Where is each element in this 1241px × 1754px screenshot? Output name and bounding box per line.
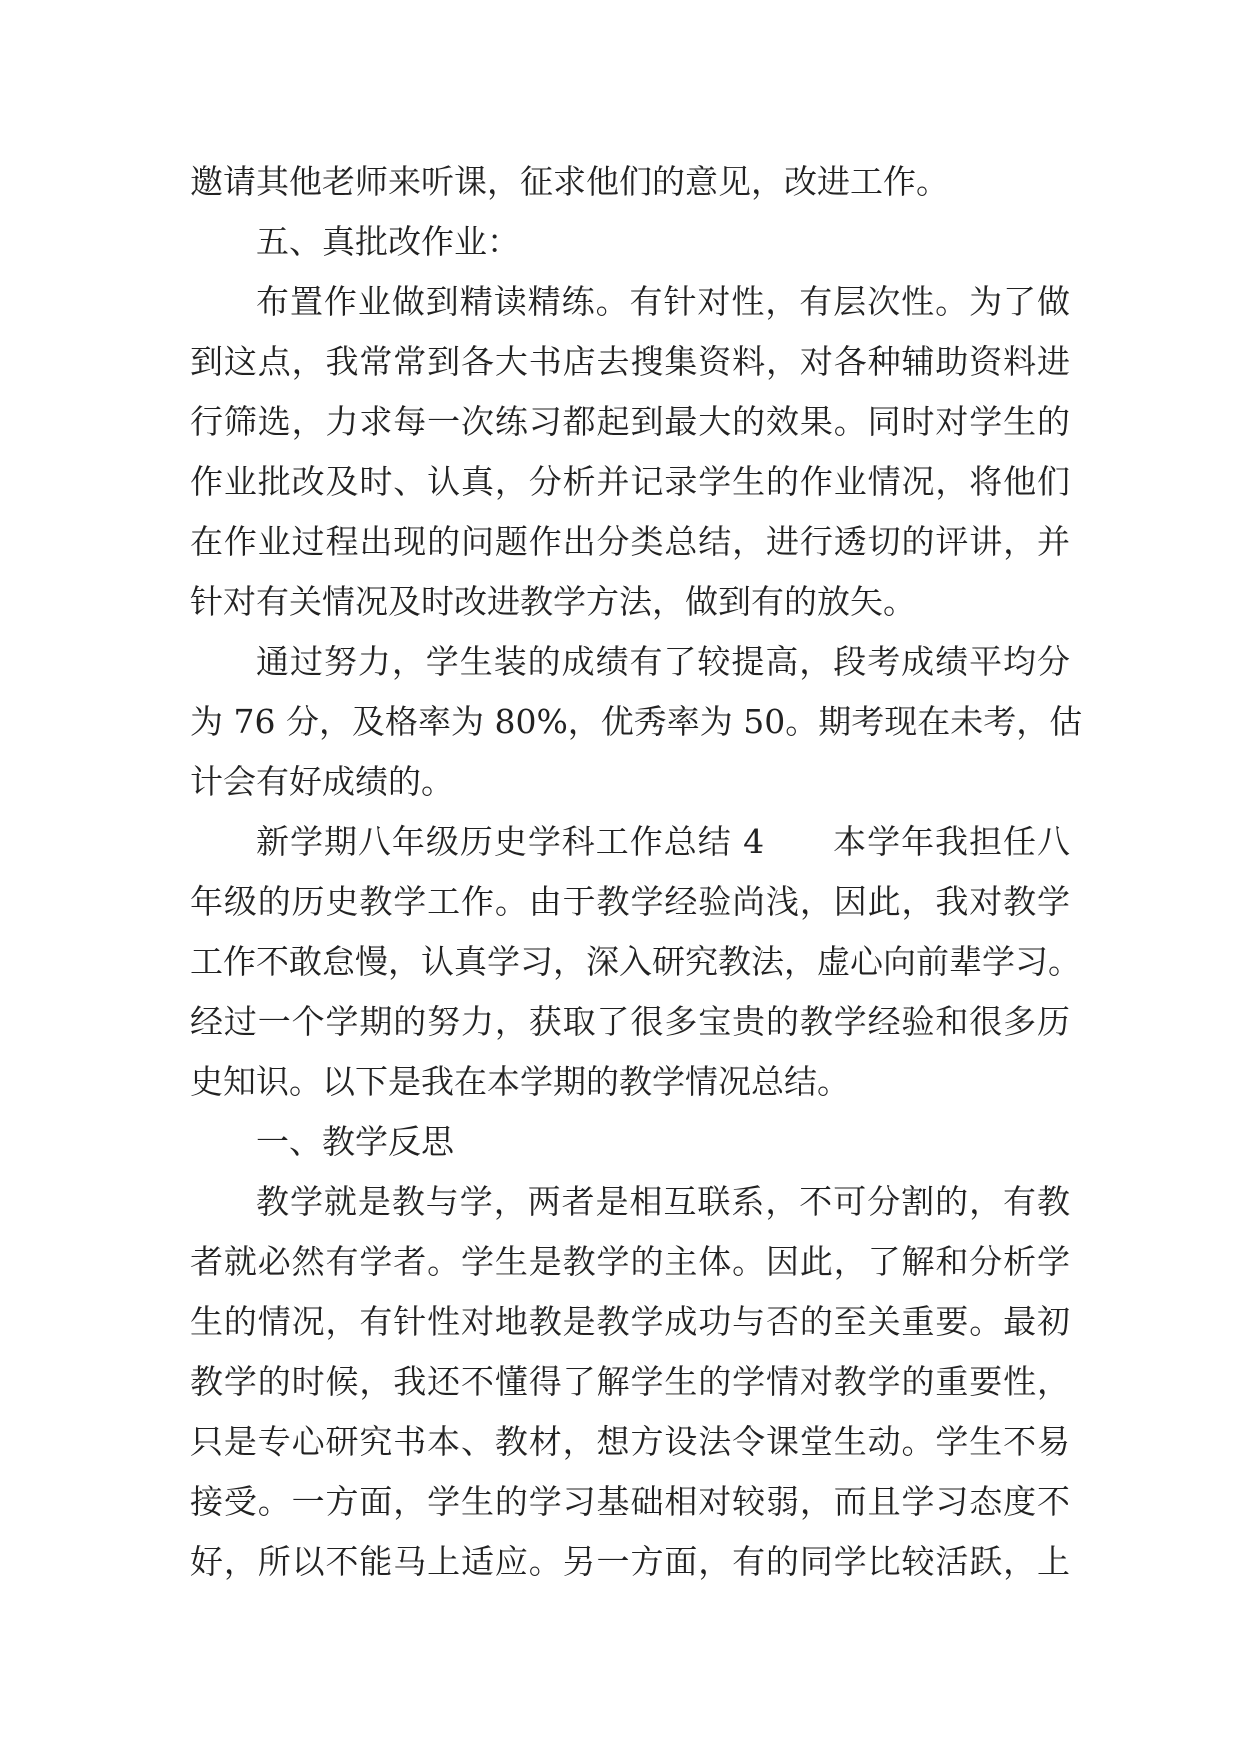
text-line: 到这点，我常常到各大书店去搜集资料，对各种辅助资料进 bbox=[190, 342, 1070, 381]
text-line: 只是专心研究书本、教材，想方设法令课堂生动。学生不易 bbox=[190, 1422, 1070, 1461]
text-line: 一、教学反思 bbox=[256, 1122, 454, 1161]
text-line: 布置作业做到精读精练。有针对性，有层次性。为了做 bbox=[256, 282, 1070, 321]
text-line: 为 76 分，及格率为 80%，优秀率为 50。期考现在未考，估 bbox=[190, 702, 1083, 741]
text-line: 作业批改及时、认真，分析并记录学生的作业情况，将他们 bbox=[190, 462, 1070, 501]
text-line: 五、真批改作业： bbox=[256, 222, 520, 261]
text-line: 经过一个学期的努力，获取了很多宝贵的教学经验和很多历 bbox=[190, 1002, 1070, 1041]
text-line: 教学的时候，我还不懂得了解学生的学情对教学的重要性， bbox=[190, 1362, 1070, 1401]
text-line: 接受。一方面，学生的学习基础相对较弱，而且学习态度不 bbox=[190, 1482, 1070, 1521]
text-line: 邀请其他老师来听课，征求他们的意见，改进工作。 bbox=[190, 162, 949, 201]
text-line: 教学就是教与学，两者是相互联系，不可分割的，有教 bbox=[256, 1182, 1070, 1221]
document-body bbox=[190, 152, 1083, 1592]
text-line: 史知识。以下是我在本学期的教学情况总结。 bbox=[190, 1062, 850, 1101]
text-line: 针对有关情况及时改进教学方法，做到有的放矢。 bbox=[190, 582, 916, 621]
text-line: 好，所以不能马上适应。另一方面，有的同学比较活跃，上 bbox=[190, 1542, 1070, 1581]
text-line: 工作不敢怠慢，认真学习，深入研究教法，虚心向前辈学习。 bbox=[190, 942, 1081, 981]
text-line: 新学期八年级历史学科工作总结 4 本学年我担任八 bbox=[256, 822, 1070, 861]
text-line: 计会有好成绩的。 bbox=[190, 762, 454, 801]
text-line: 年级的历史教学工作。由于教学经验尚浅，因此，我对教学 bbox=[190, 882, 1070, 921]
text-line: 行筛选，力求每一次练习都起到最大的效果。同时对学生的 bbox=[190, 402, 1070, 441]
text-line: 在作业过程出现的问题作出分类总结，进行透切的评讲，并 bbox=[190, 522, 1070, 561]
text-line: 者就必然有学者。学生是教学的主体。因此，了解和分析学 bbox=[190, 1242, 1070, 1281]
text-line: 生的情况，有针性对地教是教学成功与否的至关重要。最初 bbox=[190, 1302, 1070, 1341]
text-line: 通过努力，学生装的成绩有了较提高，段考成绩平均分 bbox=[256, 642, 1070, 681]
